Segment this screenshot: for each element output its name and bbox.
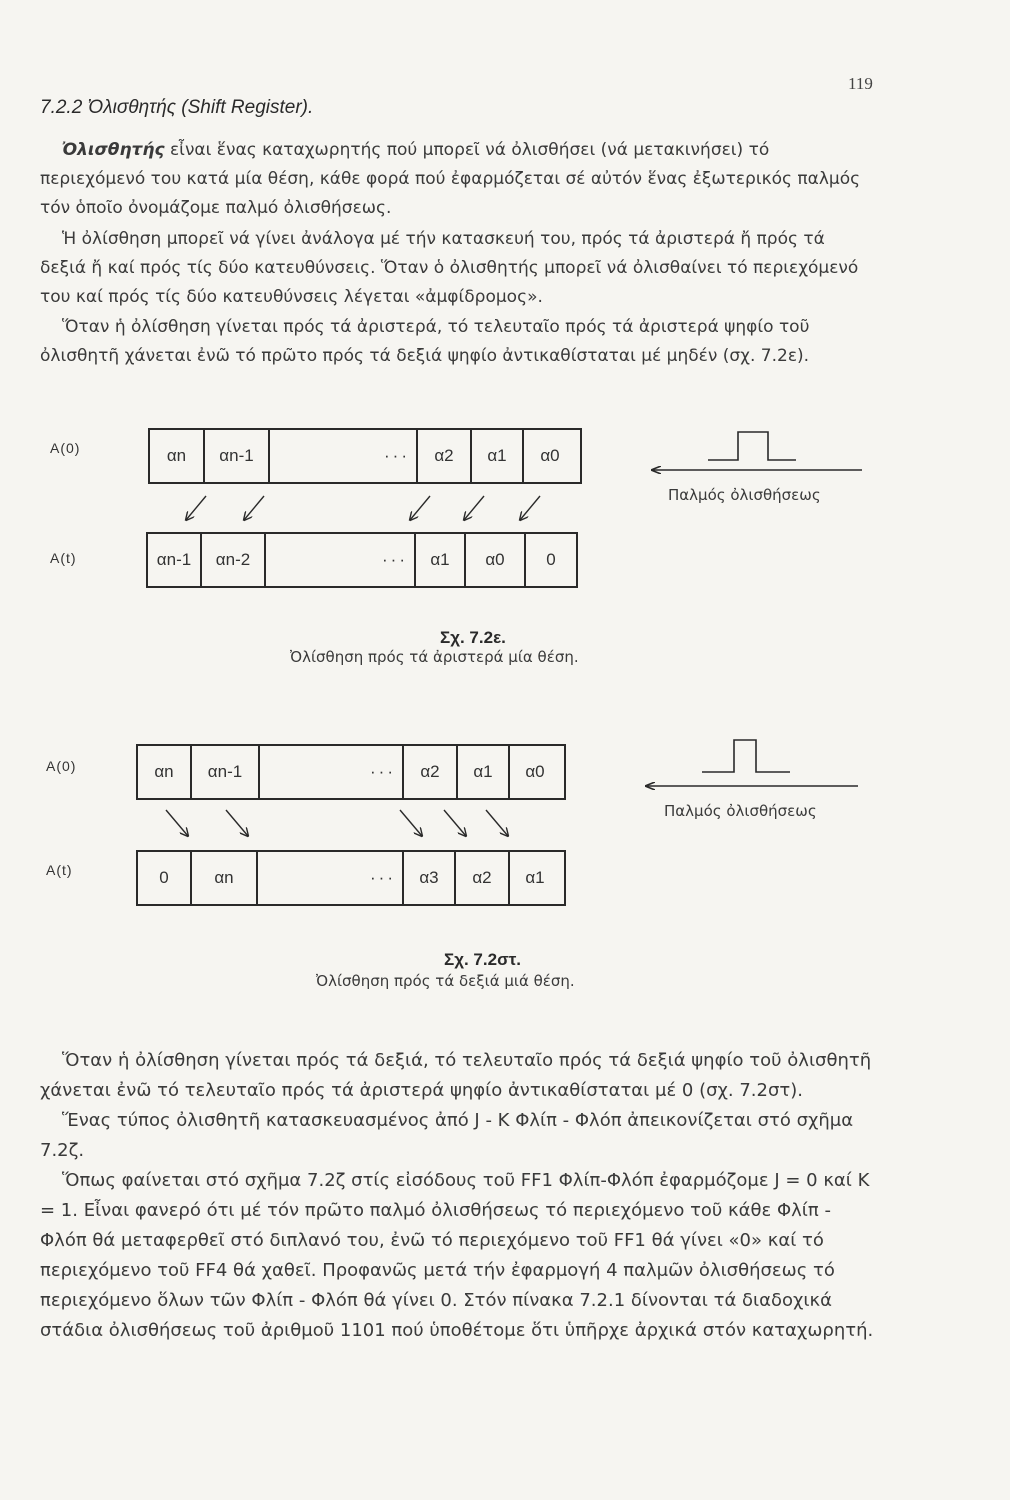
- register-cell: αn: [192, 852, 258, 904]
- register-cell: α0: [466, 534, 526, 586]
- shift-arrow-left: [186, 496, 206, 520]
- register-cell: α2: [456, 852, 510, 904]
- register-cell: α2: [404, 746, 458, 798]
- register-cell: 0: [546, 550, 556, 569]
- register-cell: α1: [458, 746, 510, 798]
- register-cell: α1: [416, 534, 466, 586]
- shift-arrow-right: [226, 810, 248, 836]
- fig-right-pulse-icon: [646, 740, 858, 786]
- intro-paragraph-2-text: Ἡ ὀλίσθηση μπορεῖ νά γίνει ἀνάλογα μέ τήν κατασκευή του, πρός τά ἀριστερά ἤ πρός τά δεξιά ἤ καί πρός τίς δύο κατευθύνσεις. Ὅταν ὁ ὀλισθητής μπορεῖ νά ὀλισθαίνει τό περιεχόμενό του καί πρός τίς δύο κατευθύνσεις λέγεται «ἀμφίδρομος».: [40, 229, 859, 307]
- register-cell: αn: [138, 746, 192, 798]
- shift-arrow-right: [444, 810, 466, 836]
- shift-arrow-left: [244, 496, 264, 520]
- fig-right-caption-sub: Ὀλίσθηση πρός τά δεξιά μιά θέση.: [316, 972, 575, 990]
- register-cell: α0: [525, 762, 545, 781]
- closing-paragraph-3: Ὅπως φαίνεται στό σχῆμα 7.2ζ στίς εἰσόδους τοῦ FF1 Φλίπ-Φλόπ ἐφαρμόζομε J = 0 καί K = 1. Εἶναι φανερό ότι μέ τόν πρῶτο παλμό ὀλισθήσεως τό περιεχόμενο τοῦ κάθε Φλίπ - Φλόπ θά μεταφερθεῖ στό διπλανό του, ἐνῶ τό περιεχόμενο τοῦ FF1 θά γίνει «0» καί τό περιεχόμενο τοῦ FF4 θά χαθεῖ. Προφανῶς μετά τήν ἐφαρμογή 4 παλμῶν ὀλισθήσεως τό περιεχόμενο ὅλων τῶν Φλίπ - Φλόπ θά γίνει 0. Στόν πίνακα 7.2.1 δίνονται τά διαδοχικά στάδια ὀλισθήσεως τοῦ ἀριθμοῦ 1101 πού ὑποθέτομε ὅτι ὑπῆρχε ἀρχικά στόν καταχωρητή.: [40, 1170, 874, 1341]
- fig-left-caption-sub: Ὀλίσθηση πρός τά ἀριστερά μία θέση.: [290, 648, 579, 666]
- fig-left-pulse-icon: [652, 432, 862, 470]
- shift-arrow-right: [166, 810, 188, 836]
- register-cell: α2: [418, 430, 472, 482]
- register-cell-ellipsis: ···: [260, 746, 404, 798]
- closing-paragraph-2: Ἕνας τύπος ὀλισθητῆ κατασκευασμένος ἀπό J - K Φλίπ - Φλόπ ἀπεικονίζεται στό σχῆμα 7.2ζ.: [40, 1110, 854, 1161]
- register-cell: αn-1: [148, 534, 202, 586]
- closing-text: [40, 1046, 878, 1346]
- register-cell: α1: [525, 868, 545, 887]
- intro-paragraph-3-text: Ὅταν ἡ ὀλίσθηση γίνεται πρός τά ἀριστερά, τό τελευταῖο πρός τά ἀριστερά ψηφίο τοῦ ὀλισθητῆ χάνεται ἐνῶ τό πρῶτο πρός τά δεξιά ψηφίο ἀντικαθίσταται μέ μηδέν (σχ. 7.2ε).: [40, 317, 810, 366]
- shift-arrow-right: [400, 810, 422, 836]
- register-cell: αn-1: [192, 746, 260, 798]
- register-cell: αn-2: [202, 534, 266, 586]
- register-cell: α0: [540, 446, 560, 465]
- register-cell: 0: [138, 852, 192, 904]
- term-shift-register: Ὀλισθητής: [62, 140, 165, 160]
- fig-left-caption-title: Σχ. 7.2ε.: [440, 628, 506, 647]
- fig-left-label-a0: A(0): [50, 440, 81, 456]
- section-heading: 7.2.2 Ὀλισθητής (Shift Register).: [40, 97, 314, 118]
- register-cell-ellipsis: ···: [266, 534, 416, 586]
- register-cell: αn: [150, 430, 205, 482]
- fig-right-shift-arrows: [166, 810, 508, 836]
- intro-paragraph-1-text: εἶναι ἕνας καταχωρητής πού μπορεῖ νά ὀλισθήσει (νά μετακινήσει) τό περιεχόμενό του κατά μία θέση, κάθε φορά πού ἐφαρμόζεται σέ αὐτόν ἕνας ἐξωτερικός παλμός τόν ὁποῖο ὀνομάζομε παλμό ὀλισθήσεως.: [40, 140, 861, 218]
- register-cell: αn-1: [205, 430, 270, 482]
- shift-arrow-right: [486, 810, 508, 836]
- fig-left-label-at: A(t): [50, 550, 77, 566]
- fig-right-caption-title: Σχ. 7.2στ.: [444, 950, 522, 969]
- shift-arrow-left: [410, 496, 430, 520]
- fig-left-shift-arrows: [186, 496, 540, 520]
- shift-arrow-left: [520, 496, 540, 520]
- shift-arrow-left: [464, 496, 484, 520]
- register-cell-ellipsis: ···: [258, 852, 404, 904]
- register-cell-ellipsis: ···: [270, 430, 418, 482]
- register-cell: α3: [404, 852, 456, 904]
- fig-right-pulse-label: Παλμός ὀλισθήσεως: [664, 802, 817, 820]
- fig-right-label-a0: A(0): [46, 758, 77, 774]
- fig-right-label-at: A(t): [46, 862, 73, 878]
- register-cell: α1: [472, 430, 524, 482]
- closing-paragraph-1: Ὅταν ἡ ὀλίσθηση γίνεται πρός τά δεξιά, τό τελευταῖο πρός τά δεξιά ψηφίο τοῦ ὀλισθητῆ χάνεται ἐνῶ τό τελευταῖο πρός τά ἀριστερά ψηφίο ἀντικαθίσταται μέ 0 (σχ. 7.2στ).: [40, 1050, 872, 1101]
- page-number: 119: [848, 74, 873, 93]
- fig-left-pulse-label: Παλμός ὀλισθήσεως: [668, 486, 821, 504]
